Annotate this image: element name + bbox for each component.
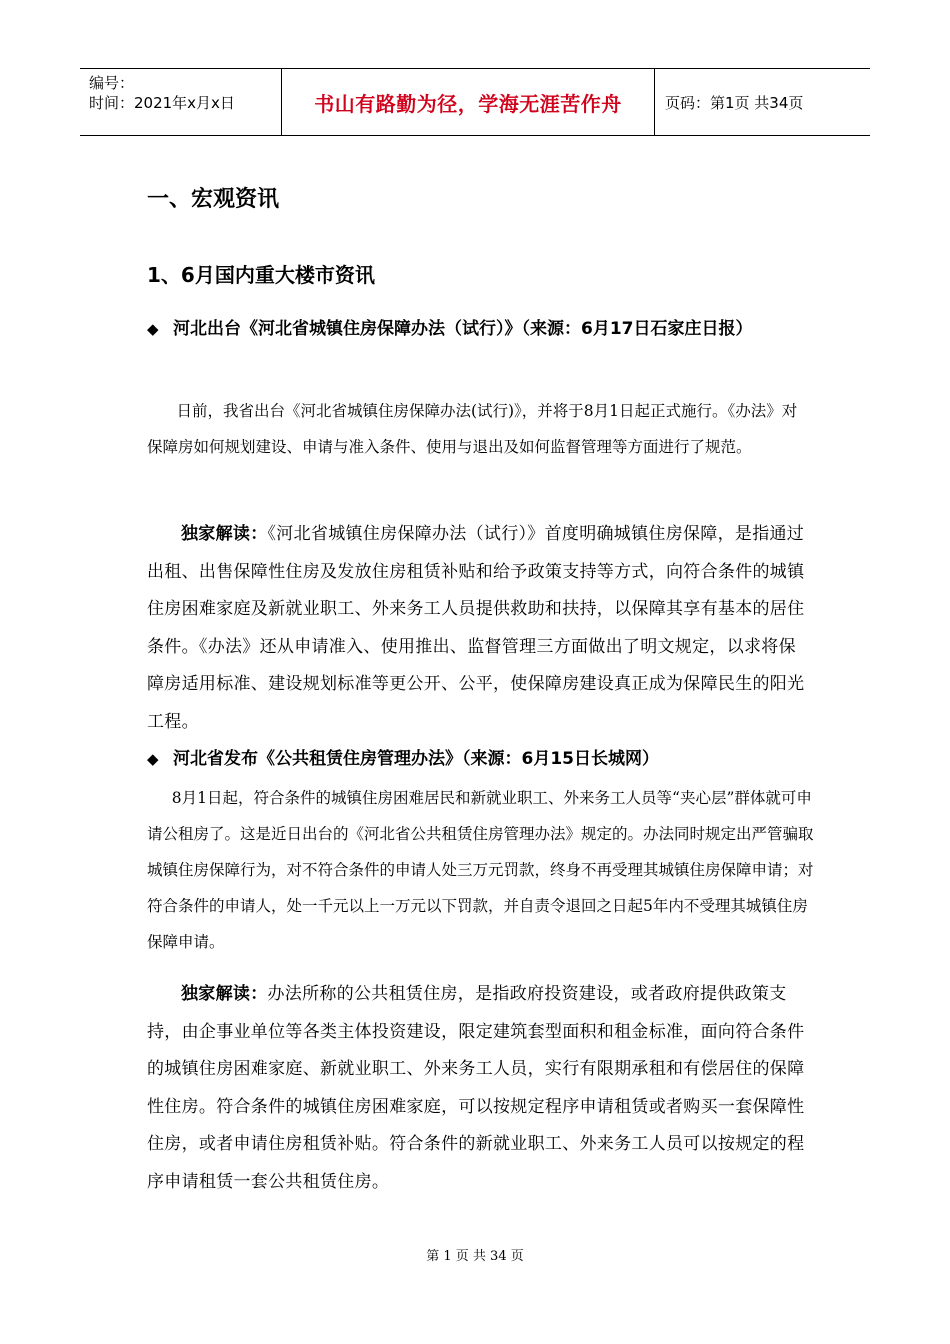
section-title: 一、宏观资讯 <box>147 187 280 212</box>
article-body: 8月1日起，符合条件的城镇住房困难居民和新就业职工、外来务工人员等“夹心层”群体就可申请公租房了。这是近日出台的《河北省公共租赁住房管理办法》规定的。办法同时规定出严管骗取城镇住房保障行为，对不符合条件的申请人处三万元罚款，终身不再受理其城镇住房保障申请；对符合条件的申请人，处一千元以上一万元以下罚款，并自责令退回之日起5年内不受理其城镇住房保障申请。 <box>147 789 814 951</box>
subsection-title: 1、6月国内重大楼市资讯 <box>147 263 375 287</box>
interpretation-label: 独家解读： <box>181 984 268 1004</box>
serial-number-label: 编号： <box>89 74 135 92</box>
article-headline <box>147 313 827 345</box>
article-headline-text: 河北出台《河北省城镇住房保障办法（试行）》（来源：6月17日石家庄日报） <box>173 319 753 339</box>
header-meta <box>80 69 281 135</box>
article-interpretation <box>147 516 812 741</box>
article-headline <box>147 743 827 775</box>
date-label: 时间：2021年x月x日 <box>89 94 235 112</box>
page-footer: 第 1 页 共 34 页 <box>426 1249 524 1264</box>
header-motto: 书山有路勤为径，学海无涯苦作舟 <box>281 69 655 135</box>
interpretation-text: 办法所称的公共租赁住房，是指政府投资建设，或者政府提供政策支持，由企事业单位等各类主体投资建设，限定建筑套型面积和租金标准，面向符合条件的城镇住房困难家庭、新就业职工、外来务工人员，实行有限期承租和有偿居住的保障性住房。符合条件的城镇住房困难家庭，可以按规定程序申请租赁或者购买一套保障性住房，或者申请住房租赁补贴。符合条件的新就业职工、外来务工人员可以按规定的程序申请租赁一套公共租赁住房。 <box>147 984 805 1192</box>
article-headline-text: 河北省发布《公共租赁住房管理办法》（来源：6月15日长城网） <box>173 749 659 769</box>
interpretation-label: 独家解读： <box>181 524 268 544</box>
header-table <box>80 68 870 136</box>
article-interpretation <box>147 976 812 1201</box>
article-body: 日前，我省出台《河北省城镇住房保障办法(试行)》，并将于8月1日起正式施行。《办法》对保障房如何规划建设、申请与准入条件、使用与退出及如何监督管理等方面进行了规范。 <box>147 402 798 456</box>
diamond-bullet-icon: ◆ <box>147 750 159 768</box>
header-page-info: 页码：第1页 共34页 <box>665 93 804 112</box>
interpretation-text: 《河北省城镇住房保障办法（试行）》首度明确城镇住房保障，是指通过出租、出售保障性住房及发放住房租赁补贴和给予政策支持等方式，向符合条件的城镇住房困难家庭及新就业职工、外来务工人员提供救助和扶持，以保障其享有基本的居住条件。《办法》还从申请准入、使用推出、监督管理三方面做出了明文规定，以求将保障房适用标准、建设规划标准等更公开、公平，使保障房建设真正成为保障民生的阳光工程。 <box>147 524 805 732</box>
diamond-bullet-icon: ◆ <box>147 320 159 338</box>
